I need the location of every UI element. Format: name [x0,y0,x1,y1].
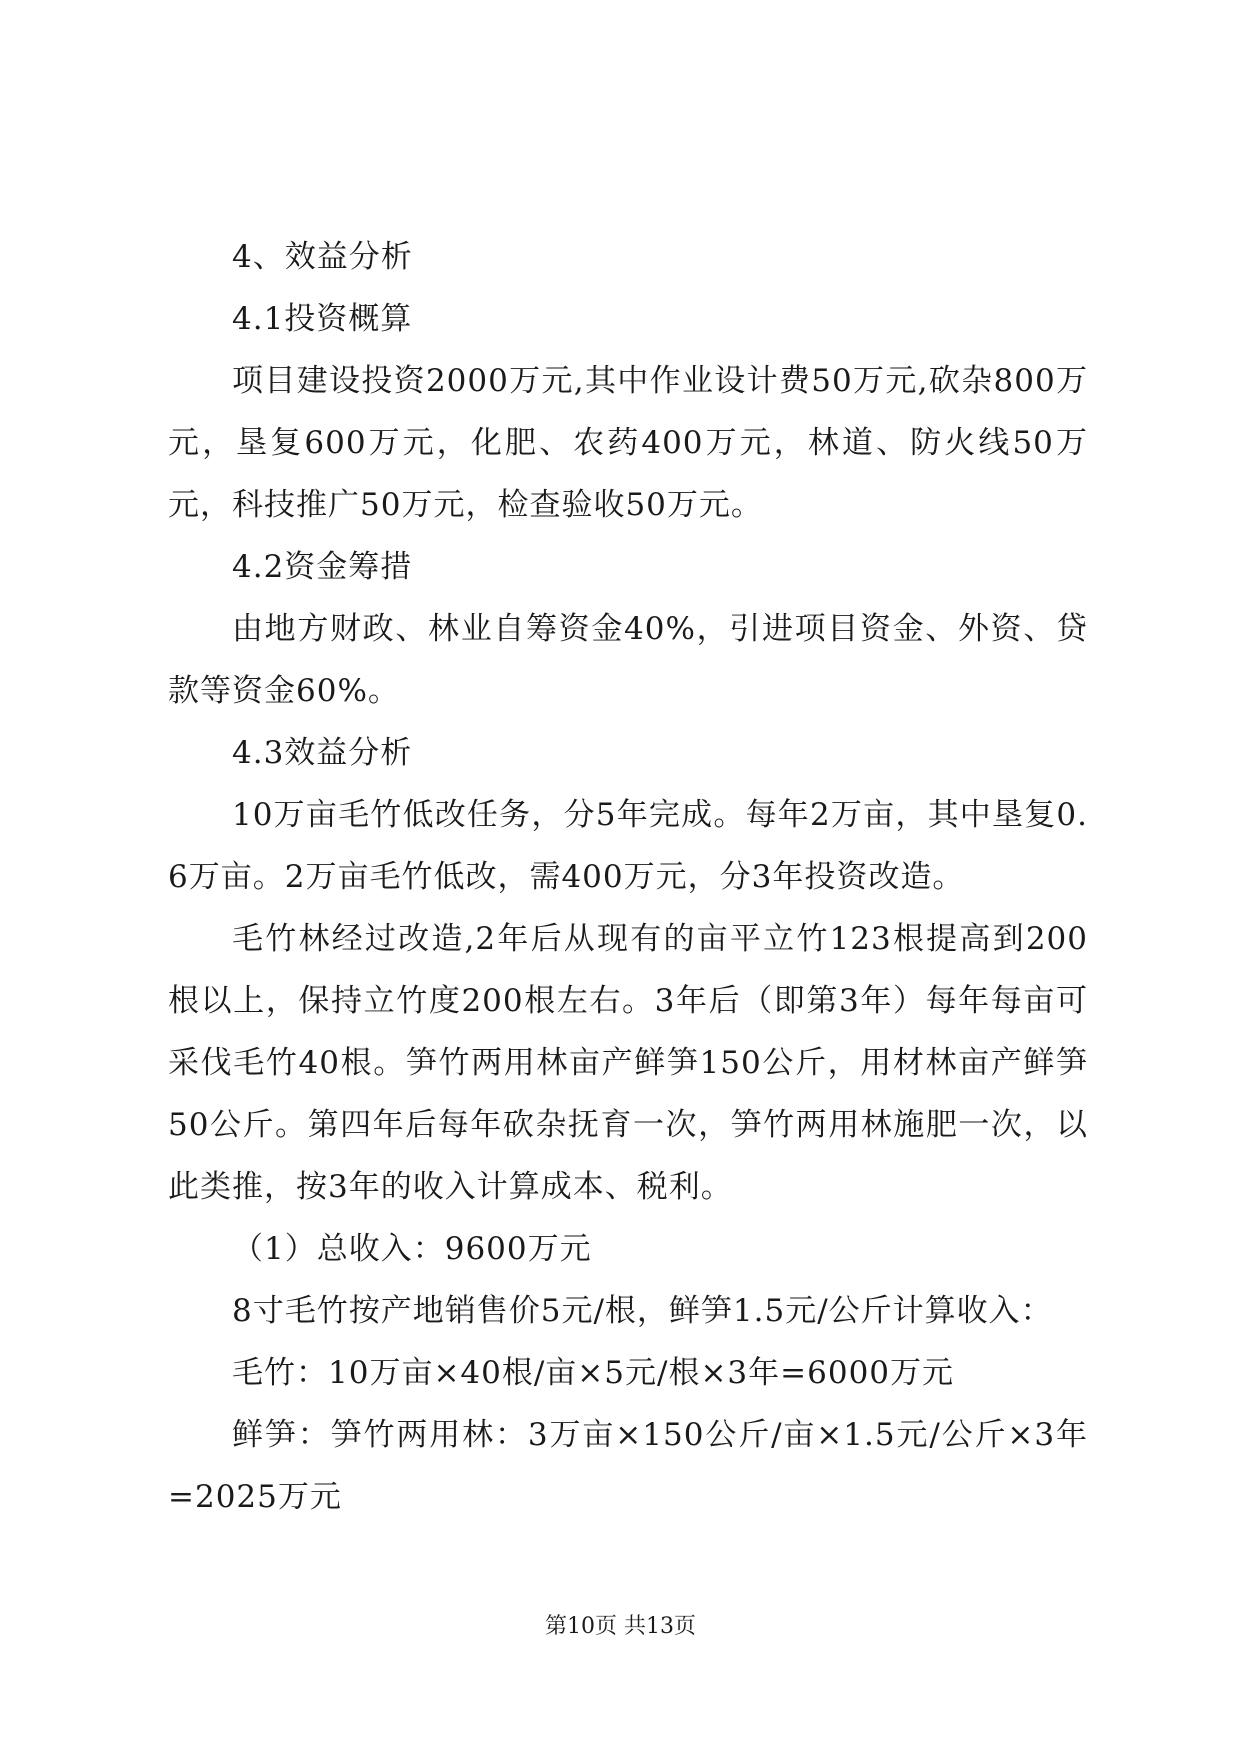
subsection-heading: 4.3效益分析 [232,735,413,771]
calculation-line: 毛竹：10万亩×40根/亩×5元/根×3年=6000万元 [232,1355,955,1391]
body-paragraph: 由地方财政、林业自筹资金40%，引进项目资金、外资、贷款等资金60%。 [168,611,1088,709]
body-paragraph: 毛竹林经过改造,2年后从现有的亩平立竹123根提高到200根以上，保持立竹度200根左右。3年后（即第3年）每年每亩可采伐毛竹40根。笋竹两用林亩产鲜笋150公斤，用材林亩产鲜笋50公斤。第四年后每年砍杂抚育一次，笋竹两用林施肥一次，以此类推，按3年的收入计算成本、税利。 [168,921,1088,1205]
document-body [168,226,1088,1528]
body-paragraph: 项目建设投资2000万元,其中作业设计费50万元,砍杂800万元，垦复600万元，化肥、农药400万元，林道、防火线50万元，科技推广50万元，检查验收50万元。 [168,363,1088,523]
page-number: 第10页 共13页 [545,1614,696,1639]
body-paragraph: 10万亩毛竹低改任务，分5年完成。每年2万亩，其中垦复0.6万亩。2万亩毛竹低改，需400万元，分3年投资改造。 [168,797,1088,895]
calculation-line: 鲜笋：笋竹两用林：3万亩×150公斤/亩×1.5元/公斤×3年=2025万元 [168,1417,1088,1515]
subsection-heading: 4.1投资概算 [232,301,413,337]
page-footer [0,1612,1241,1642]
subsection-heading: 4.2资金筹措 [232,549,413,585]
section-heading: 4、效益分析 [232,239,413,275]
list-heading: （1）总收入：9600万元 [232,1231,592,1267]
body-paragraph: 8寸毛竹按产地销售价5元/根，鲜笋1.5元/公斤计算收入： [232,1293,1053,1329]
